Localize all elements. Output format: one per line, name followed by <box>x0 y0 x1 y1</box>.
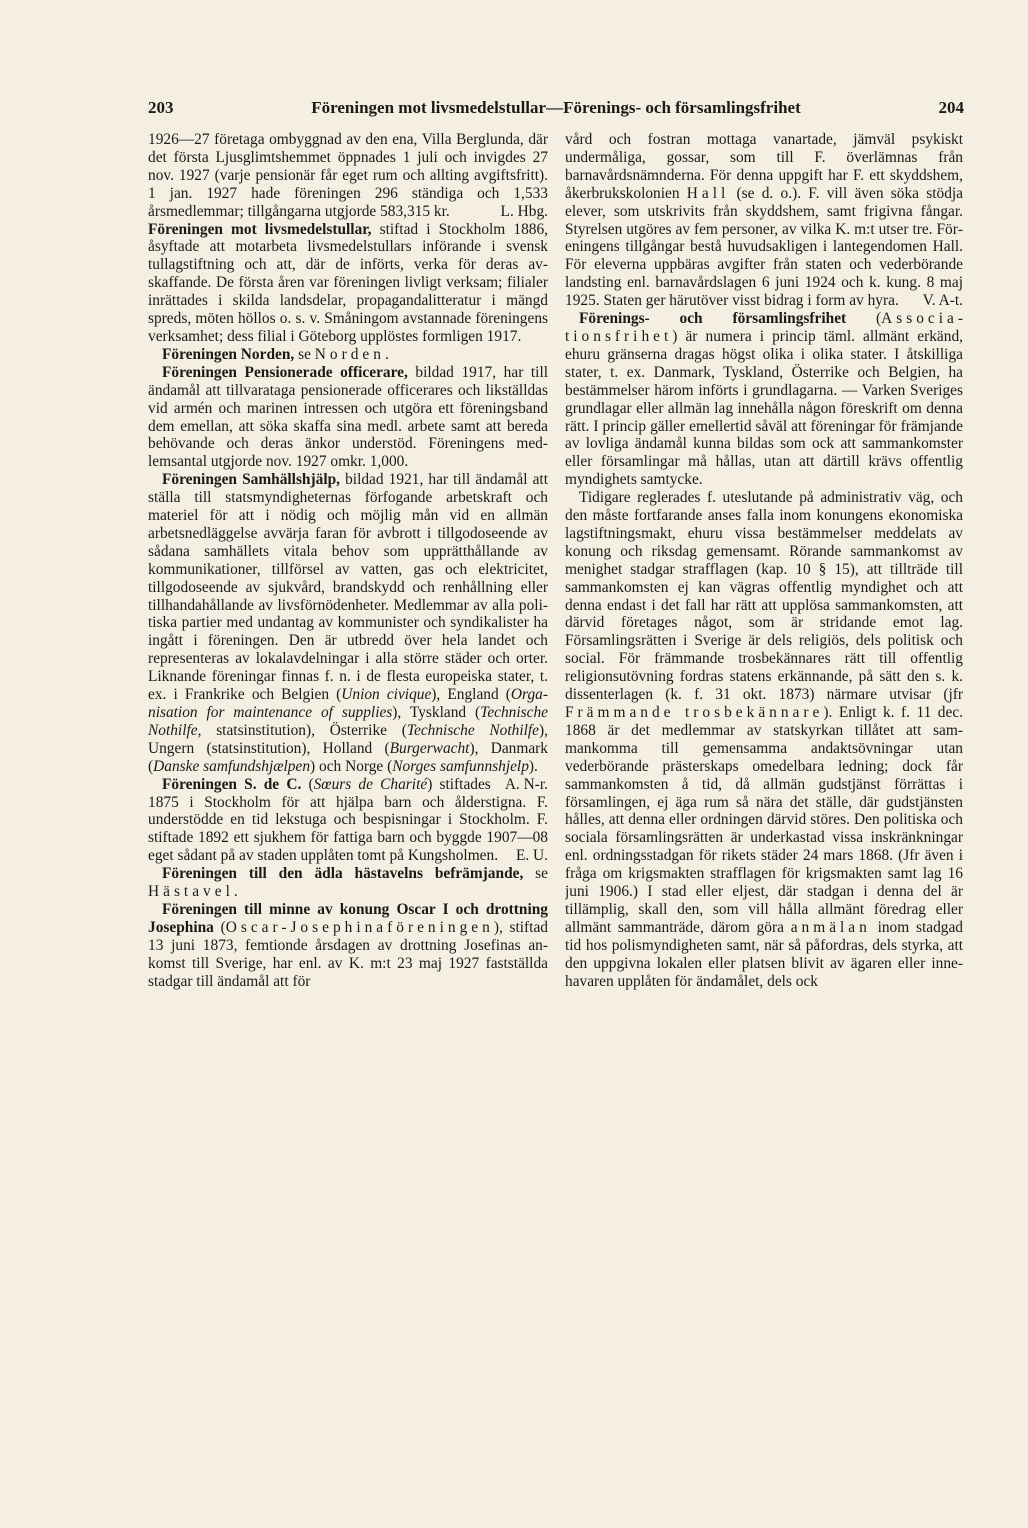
entry-headword: Föreningen Norden, <box>162 345 295 363</box>
entry-paragraph: Föreningen S. de C. (Sœurs de Charité) stiftades 1875 i Stockholm för att hjälpa barn och ålderstigna. F. understödde en tid lekstuga och bespisningar i Stockholm. F. stiftade 1892 ett sjukhem för fattiga barn och byggde 1907—08 eget sådant på av staden upplåten tomt på Kungsholmen. E. U. <box>148 775 548 865</box>
entry-paragraph: Föreningen till minne av konung Oscar I och drottning Josephina (Oscar-Josephinaföreningen), stiftad 13 juni 1873, femtionde årsdagen av drottning Josefinas ankomst till Sverige, har enl. av K. m:t 23 maj 1927 fastställda stadgar till ändamål att för <box>148 900 548 990</box>
left-column <box>148 131 548 1371</box>
author-signature: L. Hbg. <box>500 202 548 220</box>
entry-paragraph: vård och fostran mottaga vanartade, jämväl psykiskt undermåliga, gossar, som till F. överlämnas från barnavårdsnämnderna. För denna uppgift har F. ett skyddshem, åkerbrukskolonien Hall (se d. o.). F. vill även söka stödja elever, som utskrivits från skyddshem, samt frigivna fångar. Styrelsen utgöres av fem personer, av vilka K. m:t utser tre. Föreningens tillgångar bestå huvudsakligen i lantegendomen Hall. För eleverna uppbäras avgifter från staten och vederbörande landsting enl. barnavårdslagen 6 juni 1924 och k. kung. 8 maj 1925. Staten ger härutöver visst bidrag i form av hyra. V. A-t. <box>565 131 963 310</box>
cross-reference: Associationsfrihet <box>565 310 963 345</box>
cross-reference: Hästavel <box>148 883 234 901</box>
right-column <box>565 131 963 1371</box>
running-title: Föreningen mot livsmedelstullar—Förenings- och församlingsfrihet <box>311 98 801 117</box>
cross-reference: Norden <box>314 345 385 363</box>
entry-headword: Föreningen <box>162 775 237 793</box>
entry-paragraph: Förenings- och församlingsfrihet (Associationsfrihet) är numera i princip täml. allmänt erkänd, ehuru gränserna dragas högst olika i olika stater. I åtskilliga stater, t. ex. Danmark, Tyskland, Österrike och Belgien, ha bestämmelser härom införts i grundlagarna. — Varken Sveriges grundlagar eller allmän lag innehålla någon föreskrift om denna rätt. I princip gäller emellertid såväl att föreningar för främjande av lovliga ändamål kunna bildas som ock att sammankomster eller församlingar må hållas, utan att därtill krävs offentlig myndighets samtycke. <box>565 310 963 489</box>
entry-paragraph: Föreningen Norden, se Norden. <box>162 345 389 363</box>
cross-reference: anmälan <box>790 918 871 936</box>
entry-headword: Föreningen till den ädla hästavelns befrämjande, <box>162 865 524 883</box>
entry-paragraph: Föreningen Pensionerade officerare, bildad 1917, har till ändamål att tillvarataga pensionerade officerares och likställdas vid armén och marinen intressen och utgöra ett föreningsband dem emellan, att söka skaffa sina medl. arbete samt att bereda behövande och deras änkor understöd. Föreningens medlemsantal utgjorde nov. 1927 omkr. 1,000. <box>148 363 548 471</box>
page-number-right: 204 <box>938 98 964 117</box>
page-number-left: 203 <box>148 98 174 117</box>
entry-paragraph: Föreningen till den ädla hästavelns befrämjande, se Hästavel. <box>148 865 548 901</box>
cross-reference: Främmande trosbekännare <box>565 704 824 721</box>
cross-reference: Oscar-Josephinaföreningen <box>225 918 494 936</box>
entry-paragraph: Föreningen Samhällshjälp, bildad 1921, har till ändamål att ställa till statsmyndigheternas förfogande arbetskraft och materiel för att i nödig och möjlig mån vid en allmän arbetsnedläggelse avvärja faran för avbrott i tillgodoseende av sådana samhällets vitala behov som upprätthållande av kommunikationer, tillförsel av vatten, gas och elektricitet, tillgodoseende av sjukvård, brandskydd och renhållning eller tillhandahållande av livsförnödenheter. Medlemmar av alla politiska partier med undantag av kommunister och syndikalister ha ingått i föreningen. Den är utbredd över hela landet och representeras av lokalavdelningar i alla större städer och orter. Liknande föreningar finnas f. n. i de flesta europeiska stater, t. ex. i Frankrike och Belgien (Union civique), England (Organisation for maintenance of supplies), Tyskland (Technische Nothilfe, statsinstitution), Österrike (Technische Nothilfe), Ungern (statsinstitution), Holland (Burgerwacht), Danmark (Danske samfundshjælpen) och Norge (Norges samfunnshjelp). A. N-r. <box>148 471 548 793</box>
author-signature: A. N-r. <box>504 775 548 793</box>
entry-paragraph: Tidigare reglerades f. uteslutande på administrativ väg, och den måste fortfarande anses falla inom konungens ekonomiska lagstiftningsmakt, ehuru vissa bestämmelser meddelats av konung och riksdag gemensamt. Rörande sammankomst av menighet stadgar strafflagen (kap. 10 § 15), att tillträde till sammankomsten ej kan vägras offentlig myndighet och att denna endast i det fall har rätt att upplösa sammankomsten, att därvid företages något, som är stridande emot lag. Församlingsrätten i Sverige är dels religiös, dels politisk och social. För främmande trosbekännares rätt till offentlig religionsutövning fordras statens erkännande, på sätt den s. k. dissenterlagen (k. f. 31 okt. 1873) närmare utvisar (jfr Främmande trosbekännare). Enligt k. f. 11 dec. 1868 är det medlemmar av statskyrkan tillåtet att sammankomma till gemensamma andaktsövningar utan vederbörande prästerskaps omedelbara ledning; dock får sammankomsten å tid, då allmän gudstjänst förrättas i församlingen, ej äga rum så nära det ställe, där gudstjänsten hålles, att denna eller ordningen därvid störes. Den politiska och sociala församlingsrätten är underkastad vissa inskränkningar enl. ordningsstadgan för rikets städer 24 mars 1868. (Jfr även i fråga om krigsmakten strafflagen för krigsmakten samt lag 16 juni 1906.) I stad eller eljest, där stadgan i denna del är tillämplig, skall den, som vill hålla allmänt föredrag eller allmänt sammanträde, därom göra anmälan inom stadgad tid hos polismyndigheten samt, när så påfordras, dels styrka, att den uppgivna lokalen eller platsen blivit av ägaren eller innehavaren upplåten för ändamålet, dels ock <box>565 489 963 990</box>
entry-headword: Förenings- och församlingsfrihet <box>579 310 847 328</box>
entry-paragraph: Föreningen mot livsmedelstullar, stiftad i Stockholm 1886, åsyftade att motarbeta livsmedelstullars införande i svensk tullagstiftning och att, där de införts, verka för deras avskaffande. De första åren var föreningen livligt verksam; filialer inrättades i skilda landsdelar, propagandalitteratur i mängd spreds, möten höllos o. s. v. Småningom avstannade föreningens verksamhet; dess filial i Göteborg upplöstes formligen 1917. <box>148 220 548 345</box>
entry-headword: Föreningen Samhällshjälp, <box>162 471 340 489</box>
entry-paragraph: 1926—27 företaga ombyggnad av den ena, Villa Berglunda, där det första Ljusglimtshemmet öppnades 1 juli och invigdes 27 nov. 1927 (varje pensionär får eget rum och allting avgiftsfritt). 1 jan. 1927 hade föreningen 296 ständiga och 1,533 årsmedlemmar; tillgångarna utgjorde 583,315 kr. L. Hbg. <box>148 131 548 220</box>
page-header <box>148 98 964 122</box>
cross-reference: Hall <box>686 184 730 202</box>
entry-headword: Föreningen mot livsmedelstullar, <box>148 220 372 238</box>
entry-headword: Föreningen Pensionerade officerare, <box>162 363 408 381</box>
author-signature: E. U. <box>515 847 548 865</box>
author-signature: V. A-t. <box>922 292 963 310</box>
entry-headword: Föreningen till minne av konung Oscar I och drottning Josephina <box>148 900 548 936</box>
